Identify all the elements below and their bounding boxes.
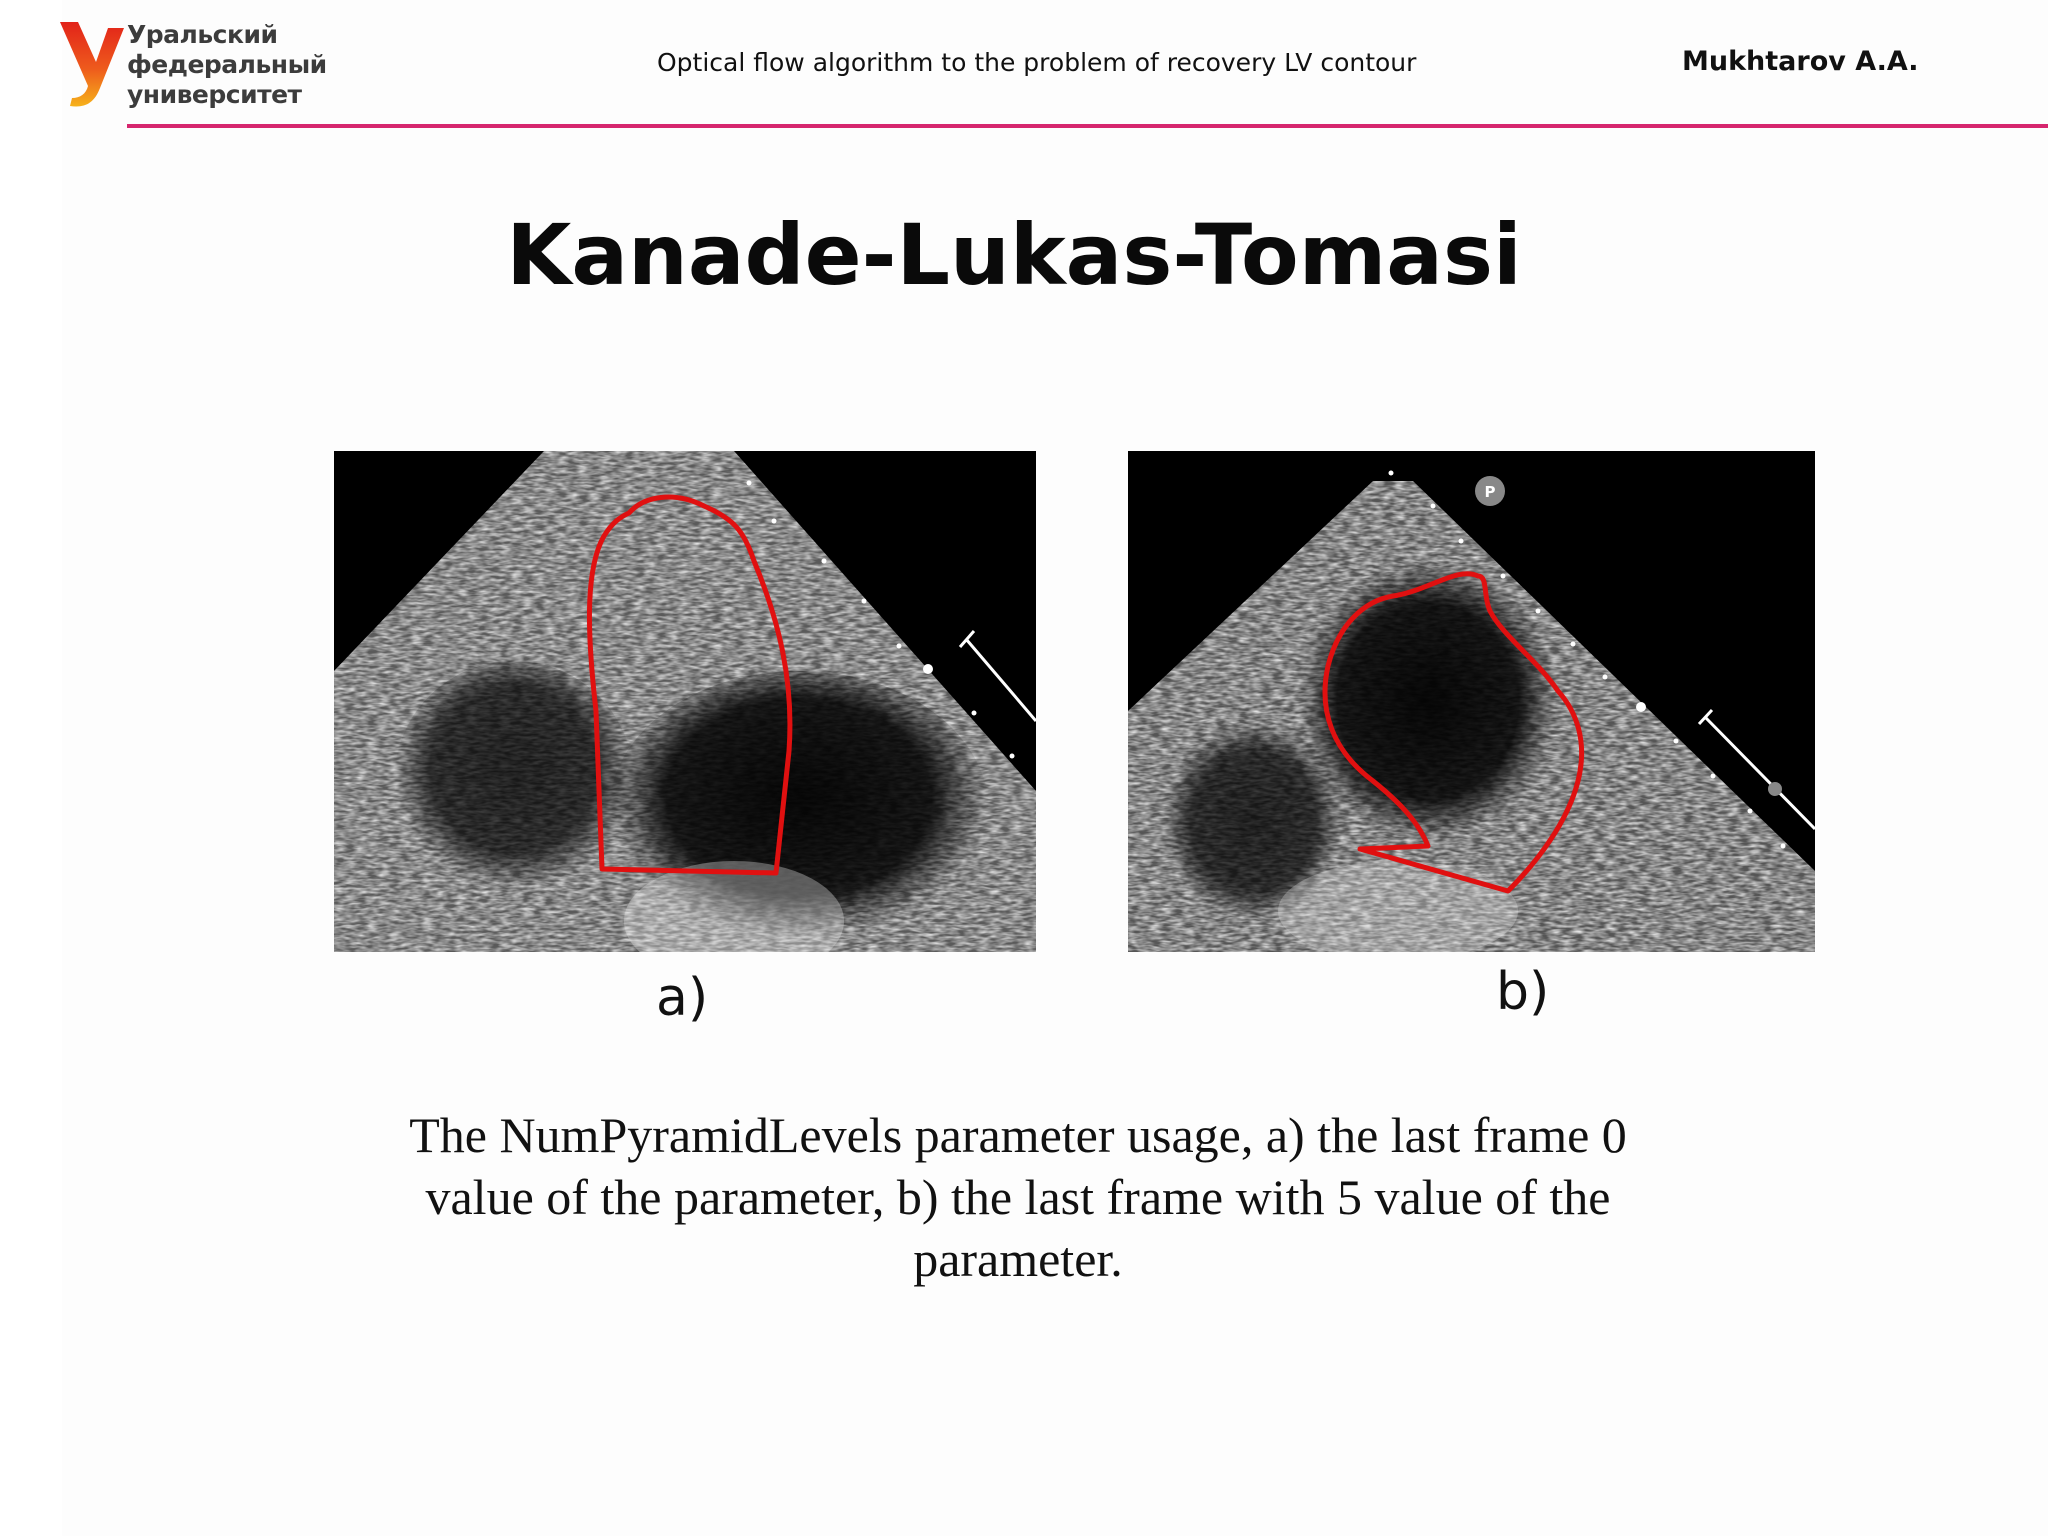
echocardiogram-image-a — [334, 451, 1036, 952]
header-divider — [127, 124, 2048, 128]
logo-line-1: Уральский — [127, 20, 278, 49]
header-author: Mukhtarov A.A. — [1682, 46, 1919, 77]
university-logo-text — [127, 20, 327, 110]
figure-label-b: b) — [1496, 962, 1550, 1022]
slide-title: Kanade-Lukas-Tomasi — [506, 206, 1522, 304]
echo-marker-label: P — [1484, 483, 1496, 501]
logo-line-2: федеральный — [127, 50, 327, 79]
logo-line-3: университет — [127, 80, 302, 109]
echocardiogram-image-b — [1128, 451, 1815, 952]
university-logo-icon — [56, 18, 128, 110]
figure-caption: The NumPyramidLevels parameter usage, a) the last frame 0 value of the parameter, b) the last frame with 5 value of the parameter. — [409, 1107, 1627, 1287]
figure-label-a: a) — [656, 968, 709, 1028]
header-title: Optical flow algorithm to the problem of recovery LV contour — [657, 48, 1417, 77]
